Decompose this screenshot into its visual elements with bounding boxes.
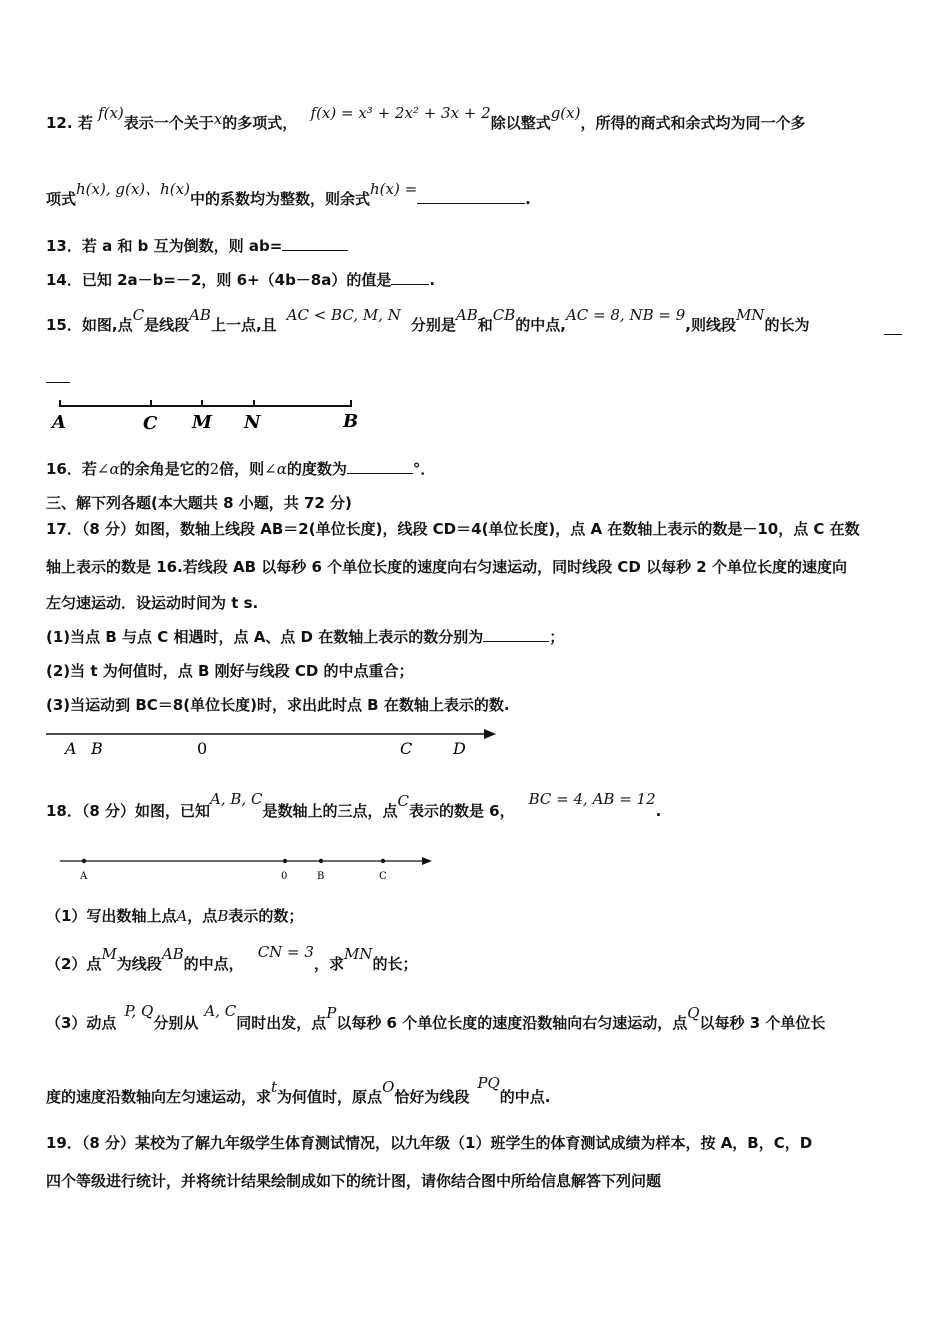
q15-text: 的中点, xyxy=(515,316,566,334)
q16-angle: ∠α xyxy=(96,460,120,478)
q14-end: . xyxy=(429,271,436,289)
label-A: A xyxy=(65,739,77,758)
q15-CB: CB xyxy=(492,306,516,324)
figure-18-number-line xyxy=(56,852,446,886)
point-O xyxy=(283,859,287,863)
q18-end: . xyxy=(655,802,662,820)
q15-line xyxy=(46,306,810,336)
q17-line1: 17．（8 分）如图，数轴上线段 AB＝2(单位长度)，线段 CD＝4(单位长度)，点 A 在数轴上表示的数是－10，点 C 在数 xyxy=(46,520,860,538)
q18-AC: A, C xyxy=(204,1002,237,1020)
q18-text: 以每秒 6 个单位长度的速度沿数轴向右匀速运动，点 xyxy=(336,1014,688,1032)
q18-text: 的中点. xyxy=(499,1088,551,1106)
q18-text: （2）点 xyxy=(46,955,102,973)
q12-text: 若 xyxy=(77,114,93,132)
q17-part1-text: (1)当点 B 与点 C 相遇时，点 A、点 D 在数轴上表示的数分别为 xyxy=(46,628,484,646)
q18-M: M xyxy=(101,945,117,963)
q18-text: 度的速度沿数轴向左匀速运动，求 xyxy=(46,1088,272,1106)
label-B: B xyxy=(343,411,359,432)
q15-AB: AB xyxy=(189,306,211,324)
q18-text: 为线段 xyxy=(116,955,162,973)
q18-text: （1）写出数轴上点 xyxy=(46,907,177,925)
q18-vals: BC = 4, AB = 12 xyxy=(528,790,656,808)
q18-text: ，点 xyxy=(187,907,218,925)
q17-part1 xyxy=(46,626,564,648)
q15-text: 15．如图,点 xyxy=(46,316,133,334)
label-C: C xyxy=(400,739,413,758)
q17-part3: (3)当运动到 BC＝8(单位长度)时，求出此时点 B 在数轴上表示的数. xyxy=(46,696,510,714)
q18-text: 以每秒 3 个单位长 xyxy=(699,1014,826,1032)
q16-line xyxy=(46,458,435,480)
q18-text: 的长； xyxy=(372,955,418,973)
q18-text: 表示的数； xyxy=(228,907,304,925)
q12-text: 表示一个关于 xyxy=(123,114,214,132)
q18-AB: AB xyxy=(161,945,184,963)
label-M: M xyxy=(192,412,212,433)
q12-text: 的多项式， xyxy=(222,114,298,132)
q13-text: 13．若 a 和 b 互为倒数，则 ab= xyxy=(46,237,283,255)
q12-text: 除以整式 xyxy=(490,114,551,132)
q16-text: 16．若 xyxy=(46,460,97,478)
q18-text: 18．（8 分）如图，已知 xyxy=(46,802,211,820)
q15-AB2: AB xyxy=(455,306,478,324)
q12-hgh: h(x), g(x)、h(x) xyxy=(76,180,190,198)
answer-blank[interactable] xyxy=(483,627,549,642)
figure-17-number-line xyxy=(40,724,510,764)
q14-line xyxy=(46,269,435,291)
q18-text: 恰好为线段 xyxy=(394,1088,470,1106)
label-D: D xyxy=(453,739,466,758)
q18-text: 是数轴上的三点，点 xyxy=(262,802,398,820)
q16-two: 2 xyxy=(209,460,220,478)
label-A: A xyxy=(80,871,88,882)
q12-line2 xyxy=(46,180,531,210)
q18-C: C xyxy=(397,792,409,810)
q18-B: B xyxy=(217,907,229,925)
section-heading: 三、解下列各题(本大题共 8 小题，共 72 分) xyxy=(46,494,352,512)
q18-text: 为何值时，原点 xyxy=(277,1088,383,1106)
q19-line2: 四个等级进行统计，并将统计结果绘制成如下的统计图，请你结合图中所给信息解答下列问题 xyxy=(46,1172,662,1190)
label-N: N xyxy=(244,412,261,433)
q18-part3-cont xyxy=(46,1074,551,1108)
q15-vals: AC = 8, NB = 9 xyxy=(565,306,686,324)
q15-C: C xyxy=(132,306,145,324)
label-0: 0 xyxy=(281,871,288,882)
q12-fx: f(x) xyxy=(98,104,124,122)
q15-text: ,则线段 xyxy=(685,316,736,334)
q12-end: . xyxy=(525,190,531,208)
arrow-icon xyxy=(422,857,432,865)
q17-line2: 轴上表示的数是 16.若线段 AB 以每秒 6 个单位长度的速度向右匀速运动，同时线段 CD 以每秒 2 个单位长度的速度向 xyxy=(46,558,847,576)
q18-CN: CN = 3 xyxy=(257,943,314,961)
q18-text: （3）动点 xyxy=(46,1014,117,1032)
point-C xyxy=(381,859,385,863)
q15-cond: AC < BC, M, N xyxy=(286,306,401,324)
q12-x: x xyxy=(213,110,223,128)
answer-blank[interactable] xyxy=(884,334,902,335)
q15-text: 分别是 xyxy=(410,316,456,334)
q18-O: O xyxy=(382,1078,395,1096)
q12-hx: h(x) = xyxy=(369,180,418,198)
q19-line1: 19．（8 分）某校为了解九年级学生体育测试情况，以九年级（1）班学生的体育测试成绩为样本，按 A，B，C，D xyxy=(46,1134,813,1152)
q18-text: 同时出发，点 xyxy=(236,1014,327,1032)
answer-blank[interactable] xyxy=(46,382,70,383)
q15-MN: MN xyxy=(735,306,765,324)
q15-text: 是线段 xyxy=(144,316,190,334)
answer-blank[interactable] xyxy=(391,270,429,285)
q15-text: 上一点,且 xyxy=(210,316,277,334)
q13-line xyxy=(46,235,348,257)
q16-end: °． xyxy=(412,460,436,478)
q18-PQ: P, Q xyxy=(124,1002,154,1020)
q18-part1 xyxy=(46,905,303,927)
q15-text: 和 xyxy=(477,316,493,334)
q12-text: ，所得的商式和余式均为同一个多 xyxy=(580,114,806,132)
q18-text: 的中点， xyxy=(183,955,244,973)
q12-number: 12. xyxy=(46,114,73,132)
figure-15-segment xyxy=(40,395,380,435)
q17-line3: 左匀速运动．设运动时间为 t s. xyxy=(46,594,259,612)
q12-text: 项式 xyxy=(46,190,77,208)
q17-part1-end: ； xyxy=(549,628,565,646)
arrow-icon xyxy=(484,729,496,739)
q18-P: P xyxy=(326,1004,337,1022)
q16-text: 的度数为 xyxy=(286,460,347,478)
q18-ABC: A, B, C xyxy=(210,790,263,808)
q18-text: ，求 xyxy=(313,955,344,973)
q12-line1 xyxy=(46,104,806,134)
q16-text: 倍，则 xyxy=(219,460,265,478)
q18-part3 xyxy=(46,1002,826,1034)
q18-text: 表示的数是 6， xyxy=(408,802,515,820)
answer-blank[interactable] xyxy=(282,236,348,251)
q18-part2 xyxy=(46,943,418,975)
point-A xyxy=(82,859,86,863)
q18-A: A xyxy=(176,907,188,925)
q18-line1 xyxy=(46,790,662,822)
label-B: B xyxy=(317,871,325,882)
q18-text: 分别从 xyxy=(153,1014,199,1032)
point-B xyxy=(319,859,323,863)
q16-angle: ∠α xyxy=(264,460,287,478)
q12-formula: f(x) = x³ + 2x² + 3x + 2 xyxy=(310,104,491,122)
answer-blank[interactable] xyxy=(417,189,525,204)
answer-blank[interactable] xyxy=(347,459,413,474)
q12-gx: g(x) xyxy=(550,104,581,122)
label-A: A xyxy=(52,412,66,433)
label-C: C xyxy=(379,871,387,882)
q18-PQ2: PQ xyxy=(477,1074,500,1092)
q15-text: 的长为 xyxy=(764,316,810,334)
q12-text: 中的系数均为整数，则余式 xyxy=(189,190,370,208)
q14-text: 14．已知 2a－b=－2，则 6+（4b－8a）的值是 xyxy=(46,271,392,289)
q16-text: 的余角是它的 xyxy=(119,460,210,478)
q17-part2: (2)当 t 为何值时，点 B 刚好与线段 CD 的中点重合； xyxy=(46,662,414,680)
q18-Q: Q xyxy=(687,1004,700,1022)
q18-MN: MN xyxy=(343,945,373,963)
label-0: 0 xyxy=(197,739,208,758)
q18-t: t xyxy=(271,1078,278,1096)
label-B: B xyxy=(91,739,103,758)
label-C: C xyxy=(143,413,158,434)
